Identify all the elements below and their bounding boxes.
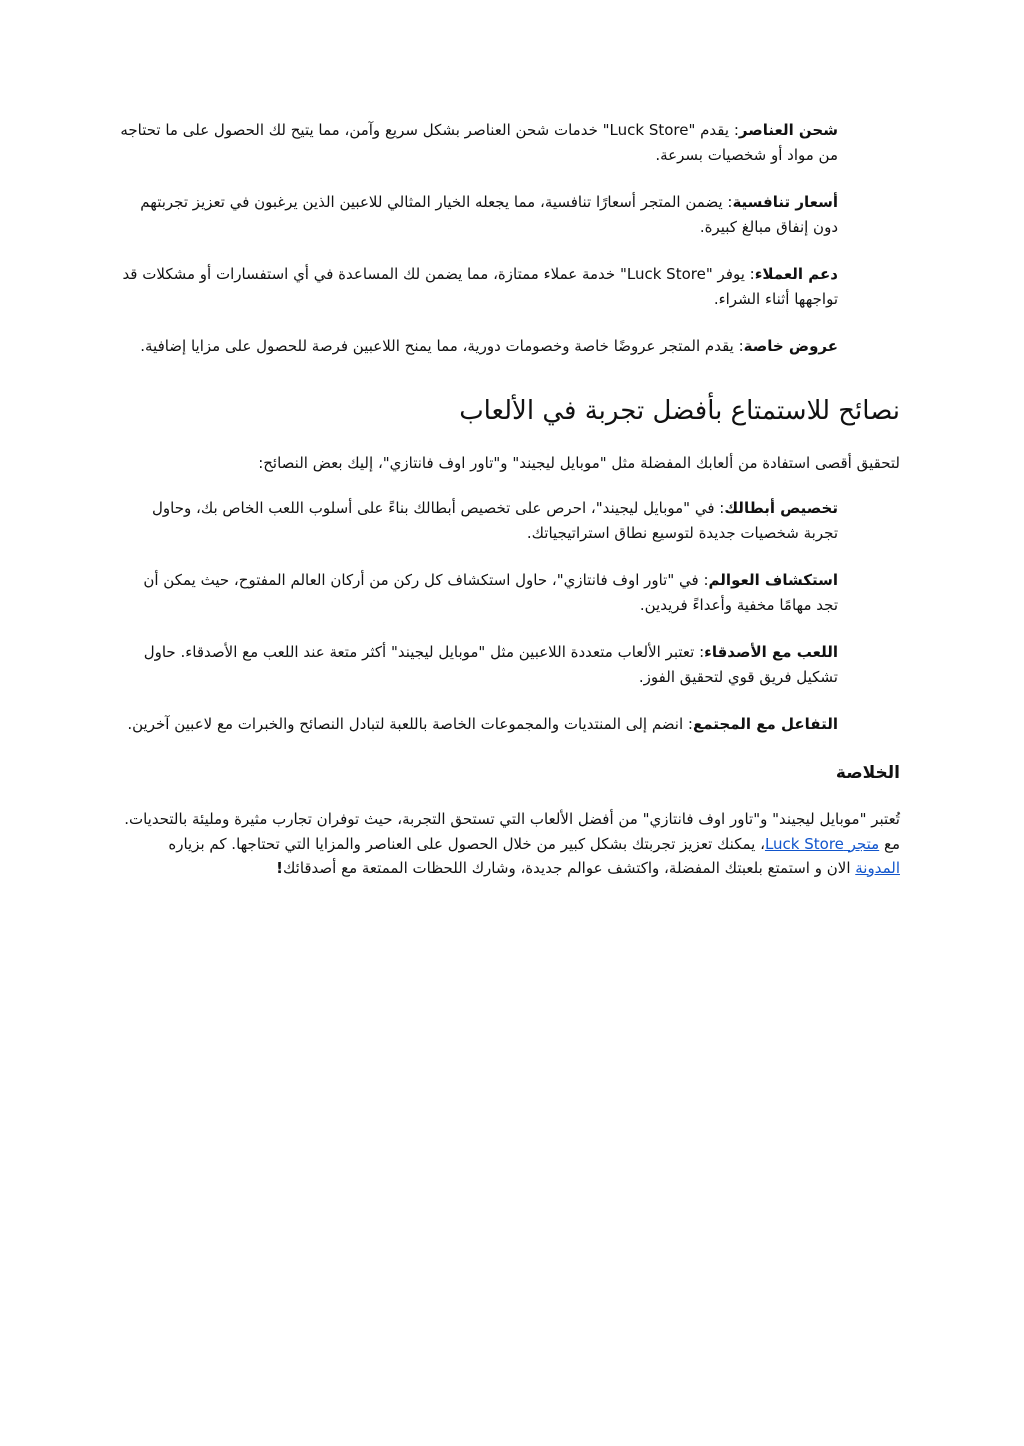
tip-text: : في "تاور اوف فانتازي"، حاول استكشاف كل ركن من أركان العالم المفتوح، حيث يمكن أن تجد مهامًا مخفية وأعداءً فريدين. (143, 571, 838, 614)
feature-title: عروض خاصة (743, 337, 838, 355)
tips-intro: لتحقيق أقصى استفادة من ألعابك المفضلة مثل "موبايل ليجيند" و"تاور اوف فانتازي"، إليك بعض النصائح: (258, 454, 900, 472)
store-features-list (120, 118, 900, 359)
summary-text-3: الان و استمتع بلعبتك المفضلة، واكتشف عوالم جديدة، وشارك اللحظات الممتعة مع أصدقائك (283, 859, 856, 877)
article-body (120, 118, 900, 881)
feature-text: : يضمن المتجر أسعارًا تنافسية، مما يجعله الخيار المثالي للاعبين الذين يرغبون في تعزيز تجربتهم دون إنفاق مبالغ كبيرة. (140, 193, 838, 236)
list-item (120, 640, 838, 690)
list-item (120, 712, 838, 737)
feature-text: : يقدم المتجر عروضًا خاصة وخصومات دورية، مما يمنح اللاعبين فرصة للحصول على مزايا إضافية. (140, 337, 744, 355)
store-link[interactable] (765, 835, 879, 853)
tip-title: اللعب مع الأصدقاء (704, 643, 838, 661)
feature-text: : يقدم "Luck Store" خدمات شحن العناصر بشكل سريع وآمن، مما يتيح لك الحصول على ما تحتاجه من مواد أو شخصيات بسرعة. (120, 121, 838, 164)
tip-text: : انضم إلى المنتديات والمجموعات الخاصة باللعبة لتبادل النصائح والخبرات مع لاعبين آخرين. (127, 715, 693, 733)
list-item (120, 190, 838, 240)
list-item (120, 262, 838, 312)
tips-heading: نصائح للاستمتاع بأفضل تجربة في الألعاب (459, 396, 900, 426)
feature-title: أسعار تنافسية (732, 193, 838, 211)
blog-link[interactable]: المدونة (855, 859, 900, 877)
summary-heading: الخلاصة (835, 763, 900, 783)
summary-text-1: تُعتبر "موبايل ليجيند" و"تاور اوف فانتازي" من أفضل الألعاب التي تستحق التجربة، حيث توفران تجارب مثيرة ومليئة بالتحديات. مع (124, 810, 900, 853)
list-item (120, 334, 838, 359)
feature-title: شحن العناصر (738, 121, 838, 139)
list-item (120, 118, 838, 168)
feature-title: دعم العملاء (754, 265, 838, 283)
tip-title: استكشاف العوالم (708, 571, 838, 589)
summary-text-2: ، يمكنك تعزيز تجربتك بشكل كبير من خلال الحصول على العناصر والمزايا التي تحتاجها. كم بزياره (168, 834, 765, 853)
tip-title: تخصيص أبطالك (724, 499, 838, 517)
store-link-name: Luck Store (764, 834, 844, 853)
tip-text: : تعتبر الألعاب متعددة اللاعبين مثل "موبايل ليجيند" أكثر متعة عند اللعب مع الأصدقاء. حاول تشكيل فريق قوي لتحقيق الفوز. (143, 643, 838, 686)
summary-paragraph (120, 807, 900, 881)
list-item (120, 568, 838, 618)
feature-text: : يوفر "Luck Store" خدمة عملاء ممتازة، مما يضمن لك المساعدة في أي استفسارات أو مشكلات قد تواجهها أثناء الشراء. (122, 265, 838, 308)
list-item (120, 496, 838, 546)
tip-title: التفاعل مع المجتمع (692, 715, 838, 733)
store-link-prefix: متجر (843, 834, 880, 853)
tips-list (120, 496, 900, 737)
summary-exclamation: ! (276, 859, 283, 877)
tip-text: : في "موبايل ليجيند"، احرص على تخصيص أبطالك بناءً على أسلوب اللعب الخاص بك، وحاول تجربة شخصيات جديدة لتوسيع نطاق استراتيجياتك. (151, 499, 838, 542)
